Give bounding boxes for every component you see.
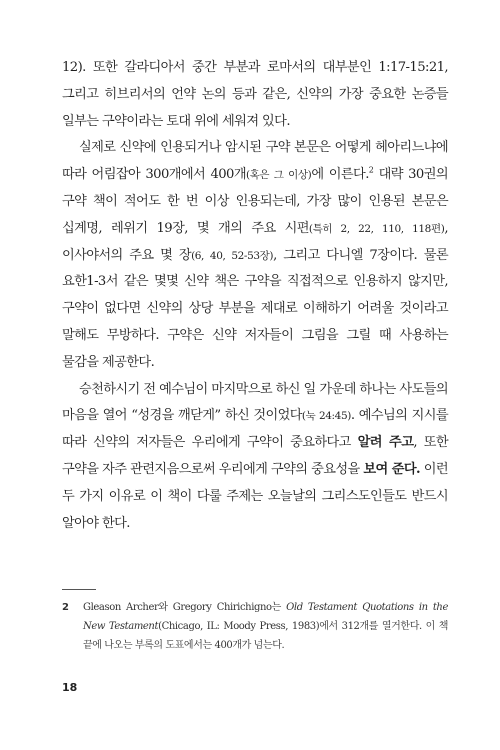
footnote-text-a: Gleason Archer와 Gregory Chirichigno는 xyxy=(83,602,287,613)
footnote-text xyxy=(83,598,448,655)
footnote-reference: 2 xyxy=(368,165,374,175)
paragraph-3-text-e: 이런 두 가지 이유로 이 책이 다룰 주제는 오늘날의 그리스도인들도 반드시 알아야 한다. xyxy=(62,461,449,531)
paragraph-2-parenthetical-a: (혹은 그 이상) xyxy=(245,169,312,182)
body-text xyxy=(62,55,448,537)
footnote-book-title: Old Testament Quotations in the New Testament xyxy=(83,602,448,632)
footnote-number: 2 xyxy=(62,602,69,613)
paragraph-2-text-f: , 이사야서의 주요 몇 장 xyxy=(62,220,448,263)
paragraph-1 xyxy=(62,55,448,135)
paragraph-2-text-c: 에 이른다. xyxy=(311,167,369,183)
paragraph-2-text-d: 대략 30권의 구약 책이 적어도 한 번 이상 인용되는데, 가장 많이 인용된 본문은 십계명, 레위기 19장, 몇 개의 주요 시편 xyxy=(62,167,448,236)
paragraph-3-bold-2: 보여 준다. xyxy=(363,461,421,477)
paragraph-3-text-d: , 또한 구약을 자주 관련지음으로써 우리에게 구약의 중요성을 xyxy=(62,435,448,477)
footnote-divider xyxy=(62,589,96,590)
paragraph-2-text-a: 실제로 신약에 인용되거나 암시된 구약 본문은 어떻게 헤아리느냐에 따라 어림잡아 300개에서 400개 xyxy=(62,140,448,183)
paragraph-1-text: 12). 또한 갈라디아서 중간 부분과 로마서의 대부분인 1:17-15:21, 그리고 히브리서의 언약 논의 등과 같은, 신약의 가장 중요한 논증들 일부는 구약이라는 토대 위에 세워져 있다. xyxy=(62,60,448,129)
paragraph-2-text-h: , 그리고 다니엘 7장이다. 물론 요한1-3서 같은 몇몇 신약 책은 구약을 직접적으로 인용하지 않지만, 구약이 없다면 신약의 상당 부분을 제대로 이해하기 어려울 것이라고 말해도 무방하다. 구약은 신약 저자들이 그림을 그릴 때 사용하는 물감을 제공한다. xyxy=(62,247,449,370)
footnote-text-b: (Chicago, IL: Moody Press, 1983)에서 312개를 열거한다. 이 책 끝에 나오는 부록의 도표에서는 400개가 넘는다. xyxy=(83,621,448,651)
paragraph-3-text-a: 승천하시기 전 예수님이 마지막으로 하신 일 가운데 하나는 사도들의 마음을 열어 “성경을 깨닫게” 하신 것이었다 xyxy=(62,381,448,424)
paragraph-3-citation: (눅 24:45) xyxy=(301,410,351,423)
page-number: 18 xyxy=(62,681,78,694)
paragraph-3-text-c: . 예수님의 지시를 따라 신약의 저자들은 우리에게 구약이 중요하다고 xyxy=(62,408,448,451)
paragraph-2 xyxy=(62,135,448,376)
paragraph-3 xyxy=(62,377,448,538)
paragraph-3-bold-1: 알려 주고 xyxy=(357,435,414,451)
paragraph-2-parenthetical-g: (6, 40, 52-53장) xyxy=(191,249,274,262)
paragraph-2-parenthetical-e: (특히 2, 22, 110, 118편) xyxy=(308,222,445,235)
footnote xyxy=(62,598,448,655)
